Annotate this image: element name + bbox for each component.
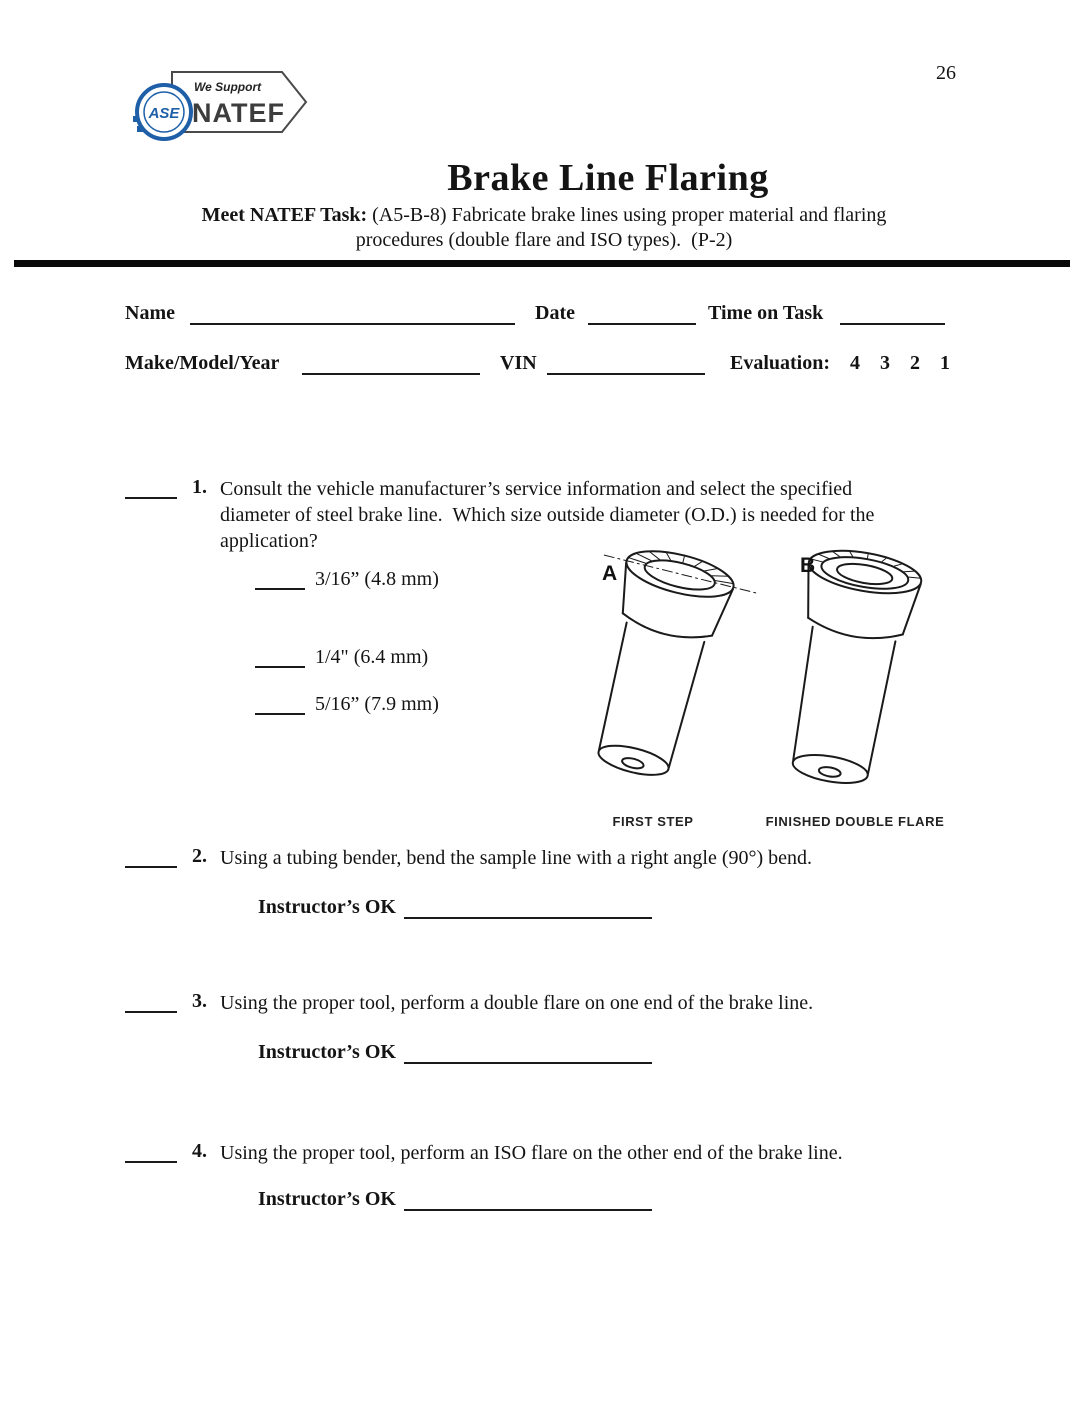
question-1-blank — [125, 476, 177, 499]
time-on-task-label: Time on Task — [708, 302, 824, 324]
question-1-text: Consult the vehicle manufacturer’s service information and select the specified diameter of steel brake line. Which size outside diameter (O.D.) is needed for the application? — [220, 478, 880, 552]
we-support-text: We Support — [194, 80, 262, 94]
natef-logo — [130, 52, 320, 150]
figure-caption-first-step: FIRST STEP — [612, 814, 694, 829]
page-title: Brake Line Flaring — [447, 157, 769, 199]
option-1-label: 3/16” (4.8 mm) — [315, 568, 439, 590]
question-4-blank — [125, 1140, 177, 1163]
question-2-number: 2. — [192, 845, 207, 867]
instructor-ok-label-4: Instructor’s OK — [258, 1188, 396, 1210]
figure-caption-finished-double-flare: FINISHED DOUBLE FLARE — [765, 814, 945, 829]
evaluation-values: 4 3 2 1 — [850, 352, 950, 374]
evaluation-label: Evaluation: — [730, 352, 831, 374]
natef-task-text: (A5-B-8) Fabricate brake lines using proper material and flaring — [367, 204, 887, 226]
question-3-text: Using the proper tool, perform a double flare on one end of the brake line. — [220, 992, 814, 1014]
option-1-blank — [255, 567, 305, 590]
natef-task-label: Meet NATEF Task: — [201, 204, 368, 226]
natef-text: NATEF — [192, 98, 285, 128]
question-1-number: 1. — [192, 476, 207, 498]
tube-b-drawing — [772, 543, 924, 791]
header-divider — [14, 260, 1070, 267]
make-model-year-label: Make/Model/Year — [125, 352, 280, 374]
option-3-blank — [255, 692, 305, 715]
vin-label: VIN — [500, 352, 537, 374]
make-model-year-blank — [302, 352, 480, 375]
instructor-ok-label-3: Instructor’s OK — [258, 1041, 396, 1063]
figure-label-a: A — [602, 562, 618, 585]
instructor-ok-blank-2 — [404, 896, 652, 919]
option-2-blank — [255, 645, 305, 668]
instructor-ok-blank-3 — [404, 1041, 652, 1064]
instructor-ok-label-2: Instructor’s OK — [258, 896, 396, 918]
question-3-blank — [125, 990, 177, 1013]
question-3-number: 3. — [192, 990, 207, 1012]
question-2-blank — [125, 845, 177, 868]
natef-task-line1 — [0, 204, 1088, 227]
date-label: Date — [535, 302, 575, 324]
name-label: Name — [125, 302, 175, 324]
name-blank — [190, 302, 515, 325]
question-2-text: Using a tubing bender, bend the sample line with a right angle (90°) bend. — [220, 847, 813, 869]
figure-label-b: B — [800, 554, 816, 577]
ase-badge-text: ASE — [148, 105, 180, 122]
instructor-ok-blank-4 — [404, 1188, 652, 1211]
question-4-number: 4. — [192, 1140, 207, 1162]
natef-task-line2: procedures (double flare and ISO types). (P-2) — [355, 229, 733, 251]
vin-blank — [547, 352, 705, 375]
page-number: 26 — [936, 62, 956, 84]
option-2-label: 1/4" (6.4 mm) — [315, 646, 429, 668]
question-4-text: Using the proper tool, perform an ISO flare on the other end of the brake line. — [220, 1142, 843, 1164]
date-blank — [588, 302, 696, 325]
tube-a-drawing — [560, 537, 760, 791]
brake-tube-figure — [560, 528, 970, 810]
time-on-task-blank — [840, 302, 945, 325]
option-3-label: 5/16” (7.9 mm) — [315, 693, 439, 715]
